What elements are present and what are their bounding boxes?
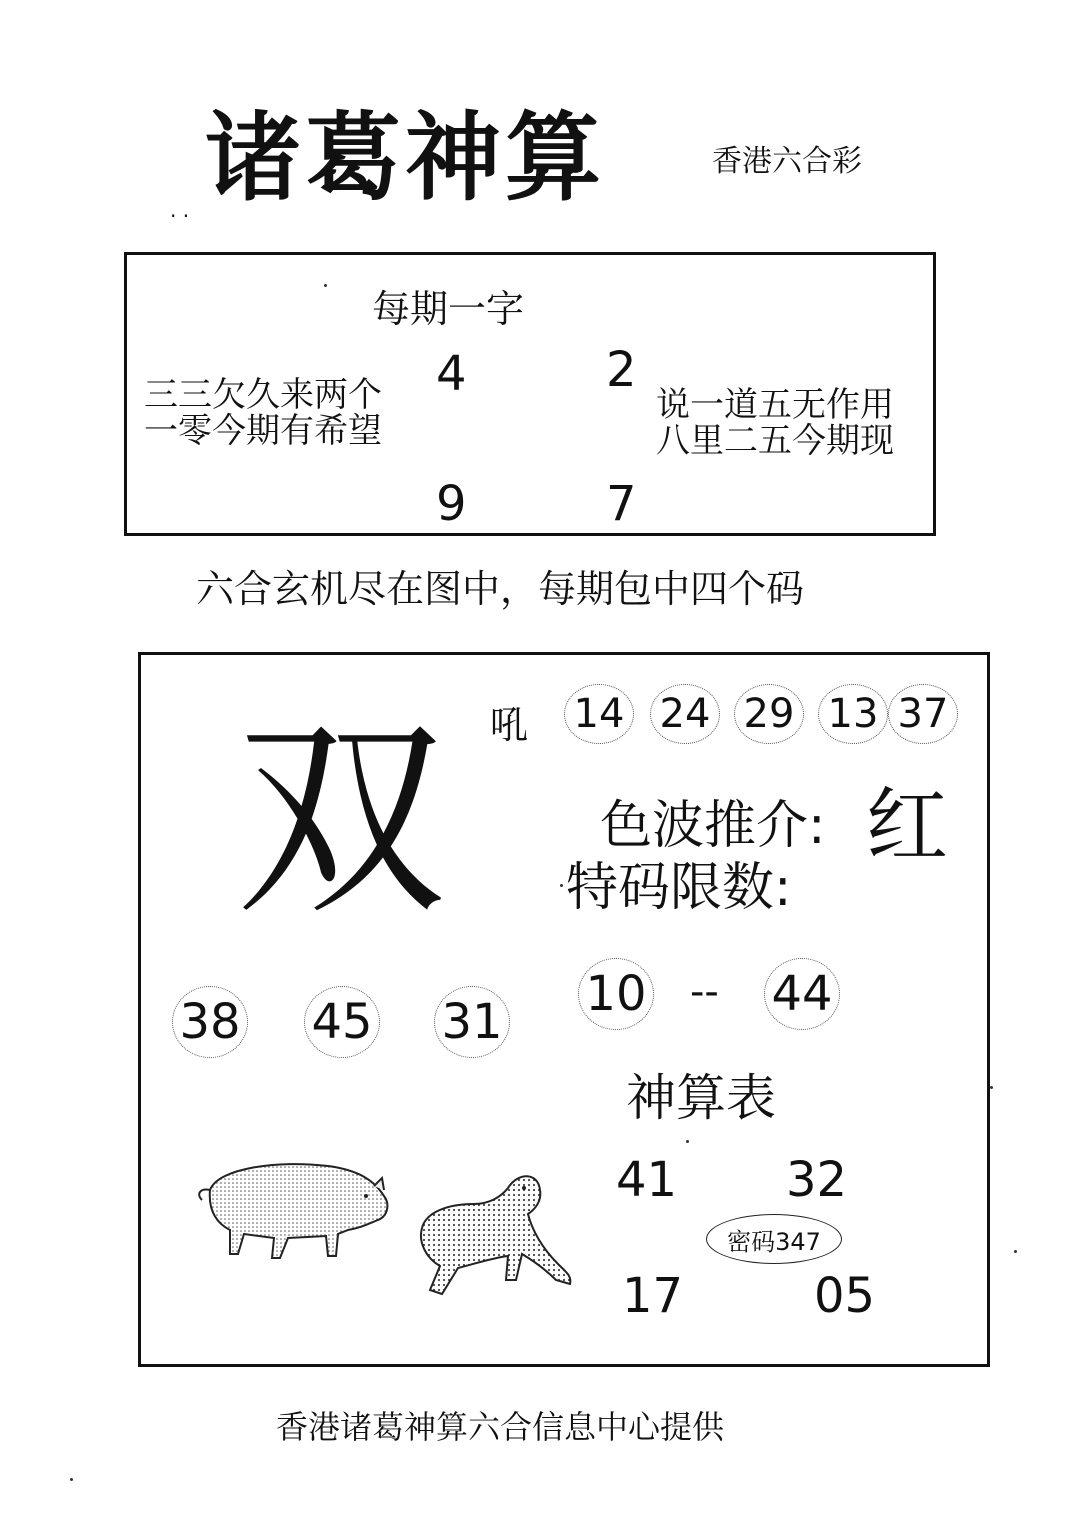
- left-verse-line: 一零今期有希望: [144, 411, 382, 451]
- roar-label: 吼: [490, 703, 529, 747]
- circled-number: 45: [304, 986, 380, 1058]
- circled-number: 31: [434, 986, 510, 1058]
- right-verse-line: 说一道五无作用: [656, 385, 894, 425]
- roar-number: 24: [650, 684, 720, 744]
- riddle-digit: 4: [436, 346, 467, 402]
- scan-speck: [324, 284, 327, 287]
- riddle-digit: 9: [436, 476, 467, 532]
- page-subtitle: 香港六合彩: [712, 144, 862, 179]
- scan-speck: [1014, 1250, 1017, 1253]
- tagline: 六合玄机尽在图中，每期包中四个码: [196, 567, 805, 611]
- color-wave-value: 红: [866, 779, 949, 874]
- scan-speck: [990, 1086, 993, 1089]
- range-separator: --: [690, 969, 719, 1015]
- color-wave-label: 色波推介:: [600, 796, 826, 856]
- left-verse-line: 三三欠久来两个: [144, 375, 382, 415]
- circled-number: 38: [172, 986, 248, 1058]
- pig-icon: [188, 1150, 398, 1270]
- page-title: 诸葛神算: [205, 102, 605, 214]
- secret-code-badge: 密码347: [706, 1214, 842, 1264]
- roar-number: 29: [734, 684, 804, 744]
- table-number: 17: [622, 1268, 684, 1324]
- riddle-digit: 2: [606, 342, 637, 398]
- riddle-digit: 7: [606, 476, 637, 532]
- table-number: 32: [786, 1152, 848, 1208]
- decorative-dots: . .: [170, 198, 190, 222]
- table-number: 41: [616, 1152, 678, 1208]
- right-verse-line: 八里二五今期现: [656, 421, 894, 461]
- scan-speck: [70, 1478, 73, 1481]
- monkey-icon: [412, 1168, 582, 1304]
- double-character: 双: [236, 698, 447, 943]
- table-title: 神算表: [626, 1069, 776, 1127]
- special-limit-label: 特码限数:: [566, 858, 792, 918]
- roar-number: 13: [818, 684, 888, 744]
- table-number: 05: [814, 1268, 876, 1324]
- range-end: 44: [764, 958, 840, 1030]
- roar-number: 37: [888, 684, 958, 744]
- scan-speck: [686, 1140, 689, 1143]
- riddle-heading: 每期一字: [372, 287, 525, 331]
- scan-speck: [560, 884, 563, 887]
- roar-number: 14: [564, 684, 634, 744]
- footer-credit: 香港诸葛神算六合信息中心提供: [276, 1408, 725, 1446]
- range-start: 10: [578, 958, 654, 1030]
